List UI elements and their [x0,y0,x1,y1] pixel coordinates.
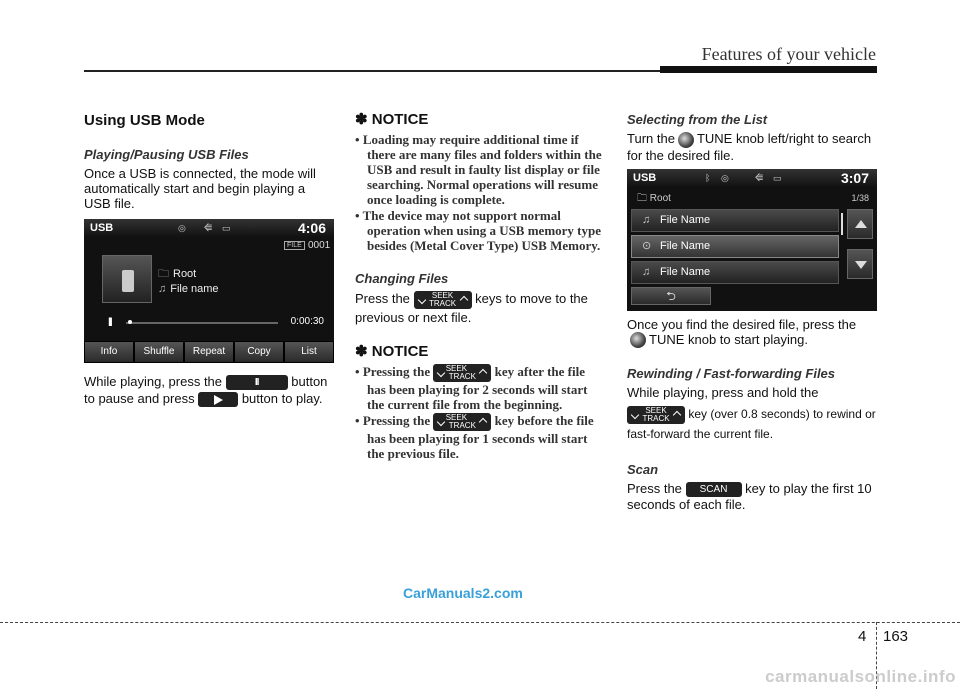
back-button[interactable]: ⮌ [631,287,711,305]
paragraph-select: Turn the TUNE knob left/right to search for the desired file. [627,131,872,163]
tune-knob-icon [630,332,646,348]
tab-list[interactable]: List [284,341,334,363]
usb-list-screen [627,169,877,311]
header-rule-bold [660,66,877,73]
list-item[interactable]: ♫ File Name [631,209,839,232]
elapsed-time: 0:00:30 [290,316,324,327]
screen-source: USB [633,171,657,184]
usb-icon: ⭅ [204,223,213,233]
folder-name: Root [173,268,197,280]
play-button-graphic [198,392,238,407]
notice-item: • Loading may require additional time if there are many files and folders within the USB and result in faulty list display or file searching. Normal operations will resume once loading is complete. [355,132,602,207]
paragraph-rewind: While playing, press and hold the [627,385,819,401]
list-count: 1/38 [851,192,869,203]
tab-info[interactable]: Info [84,341,134,363]
disc-icon: ◎ [178,223,186,233]
paragraph-usb-connected: Once a USB is connected, the mode will automatically start and begin playing a USB file. [84,166,316,211]
folder-row [158,265,196,284]
progress-knob[interactable] [128,320,132,324]
subheading-selecting: Selecting from the List [627,112,768,127]
list-item[interactable]: ♫ File Name [631,261,839,284]
notice-item: • Pressing the SEEK TRACK key before the file has been playing for 1 seconds will start the previous file. [355,412,594,461]
screen-clock: 3:07 [840,169,869,186]
footer-rule [0,622,960,623]
music-note-icon: ♫ [158,283,167,295]
list-item[interactable]: ⊙ File Name [631,235,839,258]
heading-using-usb: Using USB Mode [84,112,205,129]
screen-clock: 4:06 [297,220,326,236]
usb-icon: ⭅ [755,172,764,183]
seek-track-key-graphic: SEEK TRACK [433,413,491,431]
music-note-icon: ♫ [642,265,651,278]
notice-title-1: ✽ NOTICE [355,111,429,128]
scan-key-graphic: SCAN [686,482,742,497]
list-folder: 🗀 Root [637,192,671,204]
file-row [158,283,219,295]
tab-shuffle[interactable]: Shuffle [134,341,184,363]
screen-status-bar [627,169,877,187]
play-circle-icon: ⊙ [642,239,652,252]
bottom-watermark: carmanualsonline.info [765,667,956,686]
paragraph-changing: Press the SEEK TRACK keys to move to the previous or next file. [355,290,588,325]
list-scroll-indicator[interactable] [841,213,843,235]
seek-track-key-graphic: SEEK TRACK [627,406,685,424]
subheading-rewind: Rewinding / Fast-forwarding Files [627,366,836,382]
pause-button-graphic: II [226,375,288,390]
subheading-scan: Scan [627,462,659,478]
notice-list-2 [355,364,605,461]
notice-item: • Pressing the SEEK TRACK key after the file has been playing for 2 seconds will start the current file from the beginning. [355,363,588,412]
column-left [84,108,334,407]
section-title: Features of your vehicle [701,44,876,64]
paragraph-rewind-cont: SEEK TRACK key (over 0.8 seconds) to rewind or fast-forward the current file. [627,405,876,442]
notice-title-2: ✽ NOTICE [355,342,429,360]
folder-icon: 🗀 [637,192,647,204]
paragraph-scan: Press the SCAN key to play the first 10 seconds of each file. [627,481,872,513]
notice-item: • The device may not support normal operation when using a USB memory type besides (Metal Cover Type) USB Memory. [355,208,602,253]
subheading-playing: Playing/Pausing USB Files [84,147,249,162]
paragraph-found: Once you find the desired file, press the TUNE knob to start playing. [627,316,857,347]
screen-source: USB [90,222,114,234]
progress-track[interactable] [126,322,278,324]
chapter-number: 4 [858,628,867,645]
seek-track-key-graphic: SEEK TRACK [414,291,472,309]
watermark-link[interactable]: CarManuals2.com [403,585,523,601]
file-name: File name [170,283,219,295]
file-number: 0001 [308,240,331,251]
bluetooth-icon: ᛒ [705,172,711,183]
screen-tab-bar [84,341,334,363]
disc-icon: ◎ [721,172,729,183]
scroll-up-button[interactable] [847,209,873,239]
tune-knob-icon [678,132,694,148]
battery-icon: ▭ [773,172,782,183]
paragraph-pause-play: While playing, press the II button to pause and press button to play. [84,374,328,407]
page-number: 163 [883,628,909,645]
usb-album-art [102,255,152,303]
pause-icon[interactable]: II [108,315,111,329]
scroll-down-button[interactable] [847,249,873,279]
tab-copy[interactable]: Copy [234,341,284,363]
column-middle [355,108,605,462]
tab-repeat[interactable]: Repeat [184,341,234,363]
subheading-changing: Changing Files [355,271,449,286]
notice-list-1 [355,132,605,253]
column-right [627,108,877,512]
usb-play-screen [84,219,334,363]
folder-icon: 🗀 [158,268,169,280]
file-badge: FILE [284,241,305,250]
music-note-icon: ♫ [642,213,651,226]
battery-icon: ▭ [222,223,231,233]
seek-track-key-graphic: SEEK TRACK [433,364,491,382]
